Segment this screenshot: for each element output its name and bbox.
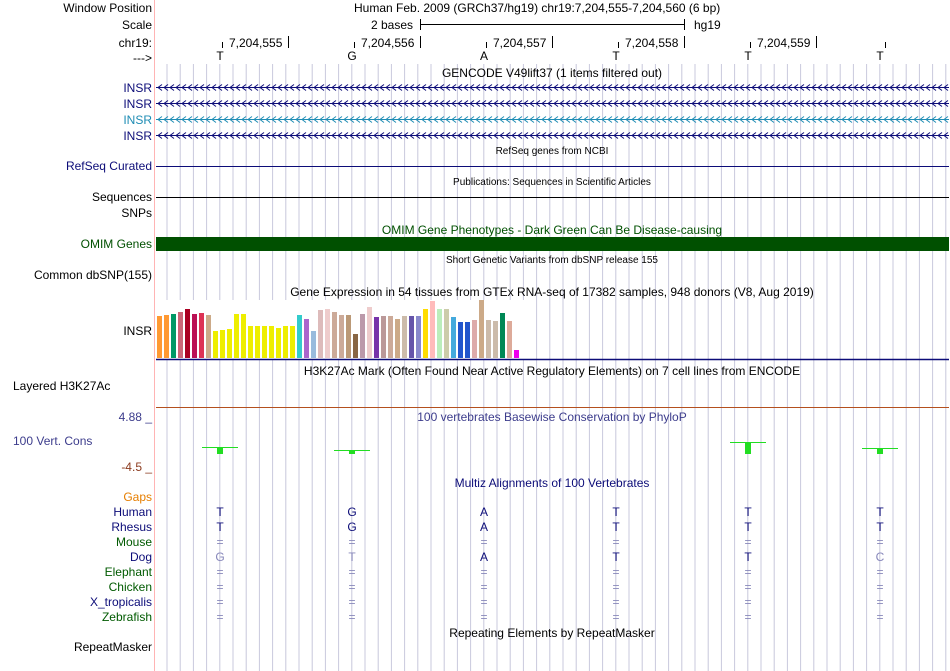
multiz-aligned-base: C (875, 550, 885, 564)
gtex-tissue-bar (157, 316, 162, 358)
gtex-tissue-bar (255, 326, 260, 358)
multiz-aligned-base: T (348, 550, 356, 564)
scale-db: hg19 (694, 18, 721, 32)
reference-base: T (612, 49, 620, 63)
gtex-tissue-bar (297, 315, 302, 358)
multiz-aligned-base: G (215, 550, 225, 564)
multiz-aligned-base: = (744, 595, 752, 609)
ruler-tick-label: 7,204,559 (757, 36, 811, 50)
repeatmasker-track-title: Repeating Elements by RepeatMasker (449, 626, 655, 640)
phylop-track-label[interactable]: 100 Vert. Cons (13, 434, 93, 448)
gtex-tissue-bar (276, 328, 281, 358)
gtex-tissue-bar (507, 321, 512, 358)
publications-track-title: Publications: Sequences in Scientific Articles (453, 177, 651, 188)
gtex-tissue-bar (164, 315, 169, 358)
gtex-tissue-bar (318, 310, 323, 358)
phylop-score-bar (349, 450, 355, 454)
multiz-gaps-label: Gaps (123, 490, 152, 504)
gtex-tissue-bar (458, 322, 463, 358)
omim-track-label[interactable]: OMIM Genes (80, 237, 152, 251)
multiz-aligned-base: T (744, 550, 752, 564)
gtex-tissue-bar (311, 331, 316, 358)
multiz-aligned-base: = (876, 535, 884, 549)
gtex-tissue-bar (395, 319, 400, 358)
gtex-tissue-bar (472, 320, 477, 358)
phylop-score-bar (217, 447, 223, 454)
ruler-tick-label: 7,204,555 (229, 36, 283, 50)
snps-label: SNPs (121, 206, 152, 220)
multiz-species-label[interactable]: Zebrafish (101, 610, 152, 624)
gtex-tissue-bar (241, 314, 246, 358)
phylop-score-bar (877, 448, 883, 454)
multiz-aligned-base: = (216, 565, 224, 579)
reference-base: T (216, 49, 224, 63)
gtex-tissue-bar (234, 314, 239, 358)
multiz-aligned-base: = (348, 595, 356, 609)
gtex-tissue-bar (199, 313, 204, 358)
multiz-species-label[interactable]: Chicken (108, 580, 152, 594)
publications-track-label[interactable]: Sequences (91, 190, 152, 204)
gtex-tissue-bar (444, 309, 449, 358)
multiz-species-label[interactable]: X_tropicalis (89, 595, 152, 609)
multiz-aligned-base: = (744, 535, 752, 549)
gtex-tissue-bar (346, 315, 351, 358)
multiz-species-label[interactable]: Elephant (104, 565, 152, 579)
refseq-track-label[interactable]: RefSeq Curated (65, 159, 152, 173)
ruler-tick-label: 7,204,556 (361, 36, 415, 50)
chrom-label: chr19: (118, 36, 152, 50)
scale-label: Scale (121, 18, 152, 32)
gtex-tissue-bar (423, 309, 428, 358)
multiz-aligned-base: = (876, 595, 884, 609)
gencode-transcript-label[interactable]: INSR (123, 96, 152, 111)
gtex-tissue-bar (185, 309, 190, 358)
gtex-tissue-bar (430, 301, 435, 358)
gtex-track-title: Gene Expression in 54 tissues from GTEx RNA-seq of 17382 samples, 948 donors (V8, Aug 2019) (290, 285, 814, 299)
gtex-track-label[interactable]: INSR (123, 324, 152, 338)
gtex-tissue-bar (402, 316, 407, 358)
multiz-species-label[interactable]: Mouse (115, 535, 152, 549)
phylop-score-bar (745, 442, 751, 454)
multiz-aligned-base: = (744, 565, 752, 579)
omim-track-title: OMIM Gene Phenotypes - Dark Green Can Be Disease-causing (381, 223, 723, 237)
window-position-label: Window Position (63, 1, 152, 15)
gtex-tissue-bar (171, 314, 176, 358)
multiz-aligned-base: G (347, 520, 357, 534)
gtex-tissue-bar (451, 317, 456, 358)
gtex-tissue-bar (206, 315, 211, 358)
dbsnp-track-title: Short Genetic Variants from dbSNP release 155 (446, 255, 658, 266)
gencode-transcript-label[interactable]: INSR (123, 128, 152, 143)
multiz-aligned-base: = (612, 610, 620, 624)
refseq-track-title: RefSeq genes from NCBI (495, 146, 609, 157)
repeatmasker-track-label[interactable]: RepeatMasker (73, 640, 152, 654)
phylop-track-title: 100 vertebrates Basewise Conservation by PhyloP (417, 410, 687, 424)
gtex-tissue-bar (514, 350, 519, 358)
phylop-ymax-label: 4.88 _ (118, 410, 152, 424)
ruler-tick-label: 7,204,558 (625, 36, 679, 50)
multiz-aligned-base: = (876, 610, 884, 624)
multiz-aligned-base: A (479, 520, 488, 534)
gtex-tissue-bar (374, 317, 379, 358)
gencode-transcript-label[interactable]: INSR (123, 80, 152, 95)
gtex-tissue-bar (500, 313, 505, 358)
multiz-aligned-base: = (348, 535, 356, 549)
gtex-tissue-bar (353, 334, 358, 358)
multiz-aligned-base: = (744, 610, 752, 624)
gtex-tissue-bar (269, 326, 274, 358)
gtex-tissue-bar (367, 307, 372, 358)
gtex-tissue-bar (381, 316, 386, 358)
dbsnp-track-label[interactable]: Common dbSNP(155) (33, 268, 152, 282)
multiz-aligned-base: = (216, 535, 224, 549)
multiz-aligned-base: T (612, 520, 620, 534)
scale-text: 2 bases (371, 18, 414, 32)
phylop-ymin-label: -4.5 _ (121, 460, 152, 474)
gtex-tissue-bar (325, 309, 330, 358)
multiz-aligned-base: = (612, 595, 620, 609)
gtex-tissue-bar (388, 316, 393, 358)
multiz-aligned-base: = (612, 535, 620, 549)
multiz-aligned-base: = (216, 610, 224, 624)
gtex-background (156, 300, 534, 359)
h3k27ac-track-label[interactable]: Layered H3K27Ac (13, 379, 111, 393)
multiz-aligned-base: = (348, 580, 356, 594)
gtex-tissue-bar (178, 312, 183, 358)
ruler-tick-label: 7,204,557 (493, 36, 547, 50)
multiz-aligned-base: = (876, 565, 884, 579)
gtex-tissue-bar (213, 331, 218, 358)
reference-base: T (876, 49, 884, 63)
gtex-tissue-bar (220, 330, 225, 358)
multiz-aligned-base: A (479, 550, 488, 564)
multiz-aligned-base: = (348, 565, 356, 579)
gencode-track-title: GENCODE V49lift37 (1 items filtered out) (441, 66, 663, 80)
gtex-tissue-bar (409, 316, 414, 358)
multiz-aligned-base: = (480, 610, 488, 624)
gtex-tissue-bar (227, 329, 232, 358)
strand-label: ---> (133, 51, 152, 65)
gencode-transcript-label[interactable]: INSR (123, 112, 152, 127)
gtex-tissue-bar (262, 326, 267, 358)
multiz-aligned-base: T (744, 520, 752, 534)
multiz-aligned-base: T (216, 520, 224, 534)
multiz-aligned-base: T (876, 505, 884, 519)
omim-phenotype-bar (156, 237, 949, 251)
multiz-aligned-base: = (612, 565, 620, 579)
gtex-tissue-bar (479, 300, 484, 358)
multiz-species-label[interactable]: Dog (129, 550, 152, 564)
multiz-aligned-base: T (744, 505, 752, 519)
multiz-aligned-base: = (612, 580, 620, 594)
reference-base: T (744, 49, 752, 63)
reference-base: G (347, 49, 357, 63)
multiz-aligned-base: = (216, 595, 224, 609)
gtex-tissue-bar (360, 314, 365, 358)
multiz-aligned-base: = (348, 610, 356, 624)
reference-base: A (479, 49, 488, 63)
multiz-aligned-base: = (744, 580, 752, 594)
multiz-aligned-base: = (480, 580, 488, 594)
gtex-tissue-bar (339, 315, 344, 358)
window-position-text: Human Feb. 2009 (GRCh37/hg19) chr19:7,204,555-7,204,560 (6 bp) (354, 1, 721, 15)
multiz-aligned-base: = (876, 580, 884, 594)
gtex-tissue-bar (192, 314, 197, 358)
multiz-aligned-base: T (216, 505, 224, 519)
gtex-tissue-bar (248, 326, 253, 358)
multiz-aligned-base: G (347, 505, 357, 519)
multiz-aligned-base: T (612, 505, 620, 519)
gtex-tissue-bar (290, 326, 295, 358)
multiz-track-title: Multiz Alignments of 100 Vertebrates (454, 476, 650, 490)
gtex-tissue-bar (283, 326, 288, 358)
gtex-tissue-bar (493, 321, 498, 358)
gtex-tissue-bar (465, 322, 470, 358)
multiz-aligned-base: T (612, 550, 620, 564)
gtex-tissue-bar (486, 320, 491, 358)
gtex-tissue-bar (332, 312, 337, 358)
multiz-aligned-base: T (876, 520, 884, 534)
multiz-species-label[interactable]: Human (113, 505, 152, 519)
multiz-aligned-base: = (480, 535, 488, 549)
multiz-species-label[interactable]: Rhesus (111, 520, 152, 534)
gtex-tissue-bar (416, 316, 421, 358)
gtex-tissue-bar (304, 319, 309, 358)
multiz-aligned-base: = (480, 595, 488, 609)
gtex-tissue-bar (437, 309, 442, 358)
h3k27ac-track-title: H3K27Ac Mark (Often Found Near Active Regulatory Elements) on 7 cell lines from ENCODE (303, 364, 801, 378)
multiz-aligned-base: A (479, 505, 488, 519)
multiz-aligned-base: = (480, 565, 488, 579)
multiz-aligned-base: = (216, 580, 224, 594)
